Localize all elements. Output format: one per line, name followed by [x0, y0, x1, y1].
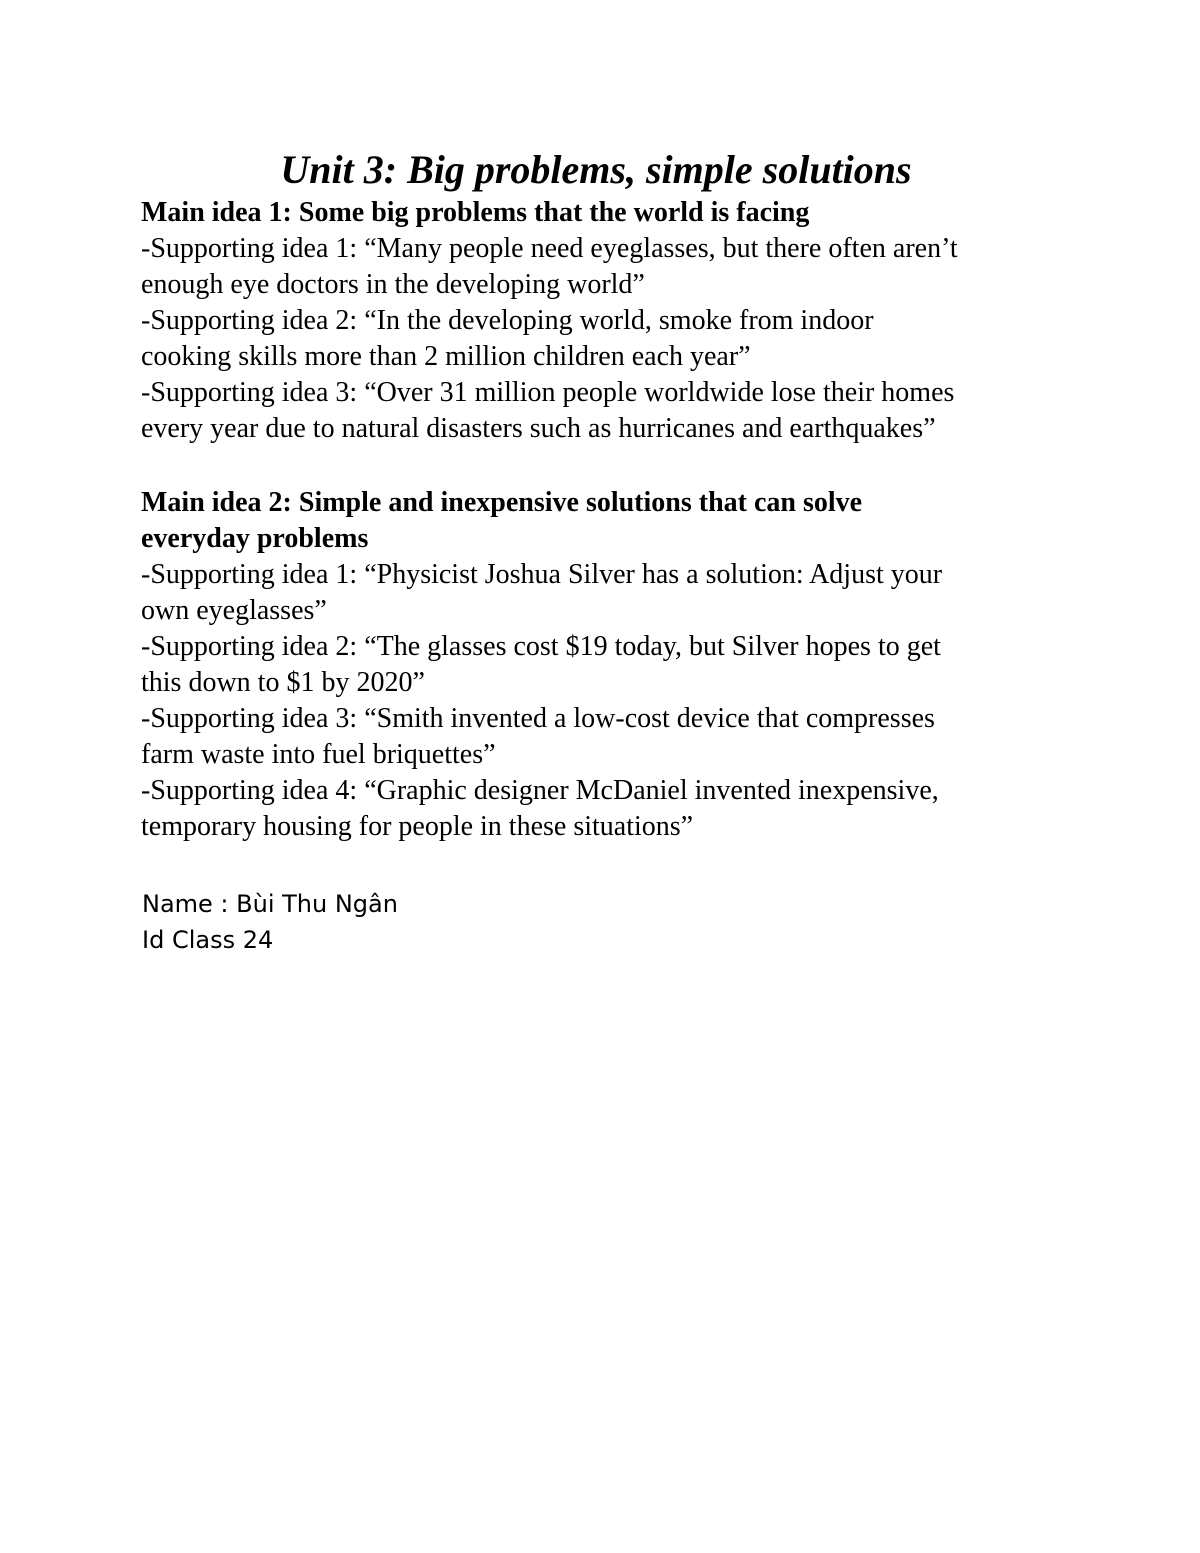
- section-main-idea-2: [141, 485, 1081, 845]
- supporting-idea-line: -Supporting idea 2: “The glasses cost $19 today, but Silver hopes to get: [141, 631, 941, 662]
- section-spacer: [141, 447, 1081, 485]
- main-idea-1-heading: Main idea 1: Some big problems that the world is facing: [141, 197, 810, 228]
- main-idea-2-heading: Main idea 2: Simple and inexpensive solutions that can solve: [141, 487, 863, 518]
- supporting-idea-line: cooking skills more than 2 million children each year”: [141, 341, 751, 372]
- supporting-idea-line: enough eye doctors in the developing world”: [141, 269, 645, 300]
- signature-block: [142, 886, 398, 958]
- supporting-idea-line: every year due to natural disasters such as hurricanes and earthquakes”: [141, 413, 936, 444]
- document-body: [141, 145, 1081, 845]
- supporting-idea-line: -Supporting idea 4: “Graphic designer McDaniel invented inexpensive,: [141, 775, 939, 806]
- supporting-idea-line: -Supporting idea 2: “In the developing world, smoke from indoor: [141, 305, 874, 336]
- section-main-idea-1: [141, 195, 1081, 447]
- student-class: Id Class 24: [142, 926, 274, 954]
- supporting-idea-line: -Supporting idea 1: “Physicist Joshua Silver has a solution: Adjust your: [141, 559, 943, 590]
- main-idea-2-heading-continued: everyday problems: [141, 523, 369, 554]
- supporting-idea-line: this down to $1 by 2020”: [141, 667, 425, 698]
- supporting-idea-line: -Supporting idea 1: “Many people need eyeglasses, but there often aren’t: [141, 233, 958, 264]
- student-name: Name : Bùi Thu Ngân: [142, 890, 398, 918]
- supporting-idea-line: -Supporting idea 3: “Smith invented a low-cost device that compresses: [141, 703, 935, 734]
- supporting-idea-line: farm waste into fuel briquettes”: [141, 739, 496, 770]
- supporting-idea-line: own eyeglasses”: [141, 595, 327, 626]
- document-title: Unit 3: Big problems, simple solutions: [280, 147, 912, 192]
- supporting-idea-line: temporary housing for people in these situations”: [141, 811, 694, 842]
- supporting-idea-line: -Supporting idea 3: “Over 31 million people worldwide lose their homes: [141, 377, 955, 408]
